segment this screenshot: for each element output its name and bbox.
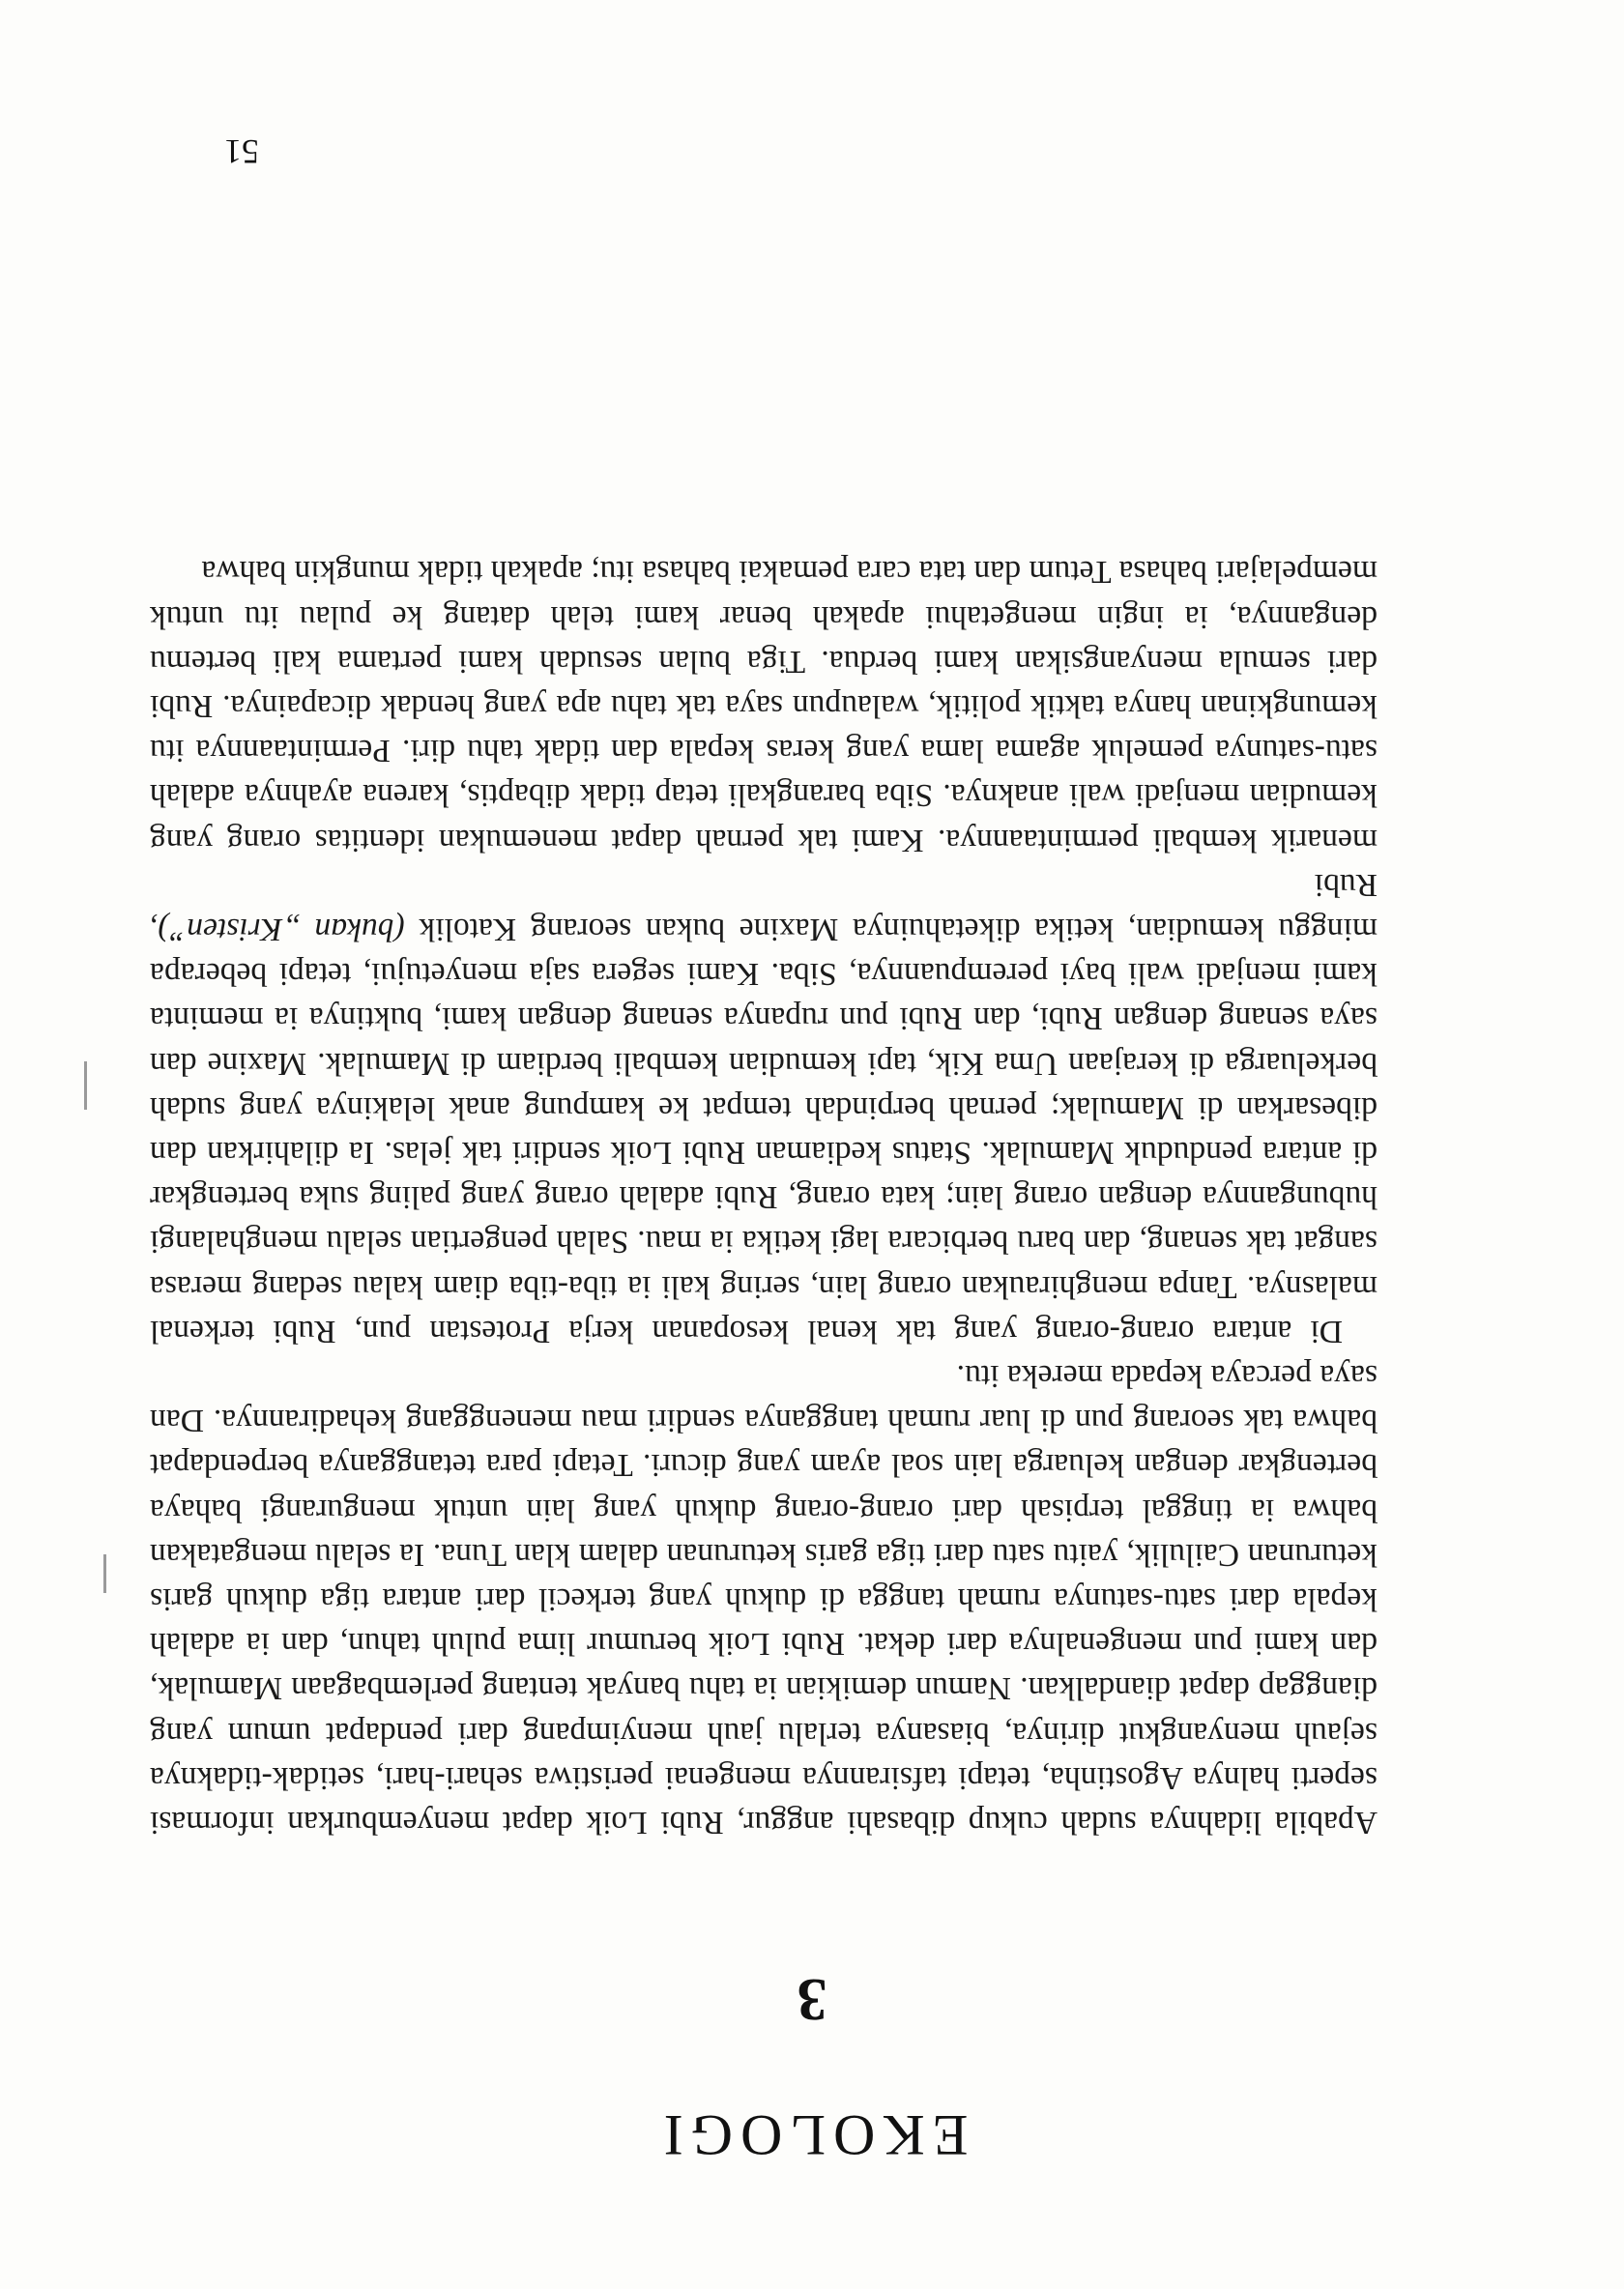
page-number: 51 [224,132,259,171]
chapter-number: 3 [797,1966,827,2032]
italic-phrase: (bukan „Kristen”), [150,911,405,947]
paragraph-2 [150,862,1378,1353]
scan-mark [103,1554,106,1593]
paragraph-3: menarik kembali permintaannya. Kami tak pernah dapat menemukan identitas orang yang kemudian menjadi wali anaknya. Siba barangkali tetap tidak dibaptis, karena ayahnya adalah satu-satunya pemeluk agama lama yang keras kepala dan tidak tahu diri. Permintaannya itu kemungkinan hanya taktik politik, walaupun saya tak tahu apa yang hendak dicapainya. Rubi dari semula menyangsikan kami berdua. Tiga bulan sesudah kami pertama kali bertemu dengannya, ia ingin mengetahui apakah benar kami telah datang ke pulau itu untuk mempelajari bahasa Tetum dan tata cara pemakai bahasa itu; apakah tidak mungkin bahwa [150,554,1378,858]
paragraph-1: Apabila lidahnya sudah cukup dibasahi anggur, Rubi Loik dapat menyemburkan informasi seperti halnya Agostinha, tetapi tafsirannya mengenai peristiwa sehari-hari, setidak-tidaknya sejauh menyangkut dirinya, biasanya terlalu jauh menyimpang dari pendapat umum yang dianggap dapat diandalkan. Namun demikian ia tahu banyak tentang perlembagaan Mamulak, dan kami pun mengenalnya dari dekat. Rubi Loik berumur lima puluh tahun, dan ia adalah kepala dari satu-satunya rumah tangga di dukuh yang terkecil dari antara tiga dukuh garis keturunan Cailulik, yaitu satu dari tiga garis keturunan dalam klan Tuna. Ia selalu mengatakan bahwa ia tinggal terpisah dari orang-orang dukuh yang lain untuk mengurangi bahaya bertengkar dengan keluarga lain soal ayam yang dicuri. Tetapi para tetangganya berpendapat bahwa tak seorang pun di luar rumah tangganya sendiri mau menenggang kehadirannya. Dan saya percaya kepada mereka itu. [150,1357,1378,1840]
chapter-title: EKOLOGI [655,2103,969,2167]
paragraph-2-text: Di antara orang-orang yang tak kenal kesopanan kerja Protestan pun, Rubi terkenal malasnya. Tanpa menghiraukan orang lain, sering kali ia tiba-tiba diam kalau sedang merasa sangat tak senang, dan baru berbicara lagi ketika ia mau. Salah pengertian selalu menghalangi hubungannya dengan orang lain; kata orang, Rubi adalah orang yang paling suka bertengkar di antara penduduk Mamulak. Status kediaman Rubi Loik sendiri tak jelas. Ia dilahirkan dan dibesarkan di Mamulak; pernah berpindah tempat ke kampung anak lelakinya yang sudah berkeluarga di kerajaan Uma Kik, tapi kemudian kembali berdiam di Mamulak. Maxine dan saya senang dengan Rubi, dan Rubi pun rupanya senang dengan kami, buktinya ia meminta kami menjadi wali bayi perempuannya, Siba. Kami segera saja menyetujui, tetapi beberapa minggu kemudian, ketika diketahuinya Maxine bukan seorang Katolik [150,911,1378,1349]
scan-mark [84,1061,87,1110]
paragraph-2-tail: Rubi [1314,866,1378,903]
body-text [150,549,1378,1844]
